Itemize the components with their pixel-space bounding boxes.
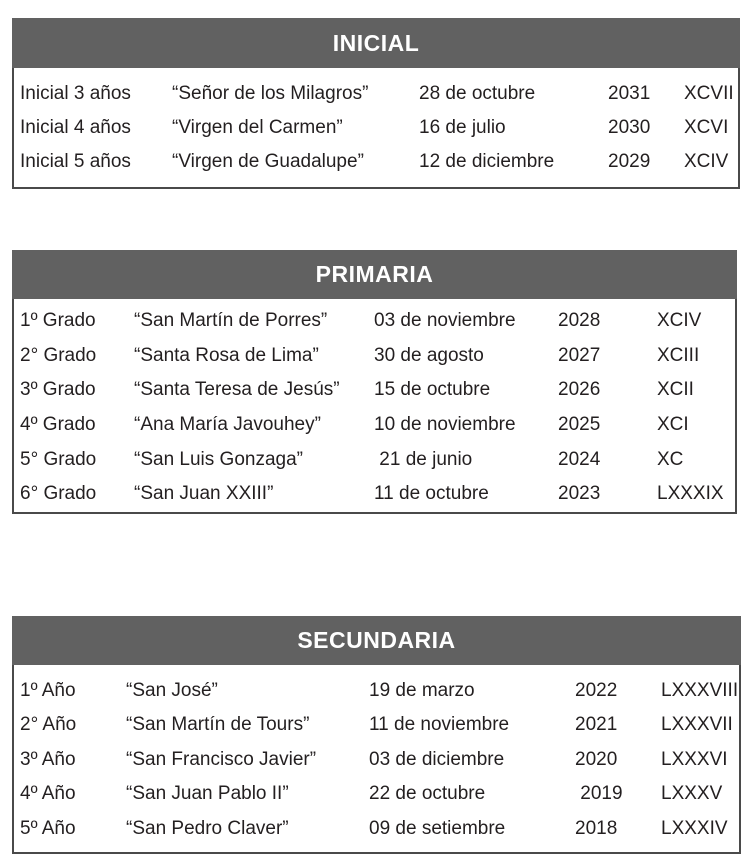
table-row (14, 443, 735, 477)
grade-cell: Inicial 4 años (20, 117, 131, 138)
section-title: SECUNDARIA (12, 616, 741, 665)
section-title: INICIAL (12, 18, 740, 68)
name-cell: “Virgen del Carmen” (172, 117, 343, 138)
date-cell: 11 de octubre (374, 483, 489, 504)
date-cell: 03 de diciembre (369, 749, 505, 770)
section-secundaria (12, 616, 741, 854)
section-primaria (12, 250, 737, 514)
date-cell: 19 de marzo (369, 680, 475, 701)
year-cell: 2021 (575, 714, 618, 735)
promo-cell: LXXXVII (661, 714, 733, 735)
grade-cell: 5º Año (20, 818, 76, 839)
table-row (14, 373, 735, 407)
table-row (14, 777, 739, 811)
grade-cell: 1º Año (20, 680, 76, 701)
name-cell: “Santa Teresa de Jesús” (134, 379, 340, 400)
year-cell: 2028 (558, 310, 601, 331)
table-row (14, 339, 735, 373)
year-cell: 2027 (558, 345, 601, 366)
year-cell: 2030 (608, 117, 651, 138)
section-title: PRIMARIA (12, 250, 737, 299)
grade-cell: 4º Año (20, 783, 76, 804)
year-cell: 2022 (575, 680, 618, 701)
name-cell: “San Francisco Javier” (126, 749, 317, 770)
promo-cell: LXXXVI (661, 749, 728, 770)
table-row (14, 708, 739, 742)
name-cell: “San Martín de Porres” (134, 310, 328, 331)
promo-cell: XCVII (684, 83, 734, 104)
table-row (14, 743, 739, 777)
promo-cell: LXXXVIII (661, 680, 739, 701)
year-cell: 2026 (558, 379, 601, 400)
promo-cell: LXXXV (661, 783, 723, 804)
grade-cell: 2° Año (20, 714, 77, 735)
grade-cell: 1º Grado (20, 310, 96, 331)
table-row (14, 304, 735, 338)
name-cell: “San Luis Gonzaga” (134, 449, 303, 470)
grade-cell: 2° Grado (20, 345, 97, 366)
name-cell: “San Juan XXIII” (134, 483, 274, 504)
year-cell: 2025 (558, 414, 601, 435)
year-cell: 2020 (575, 749, 618, 770)
date-cell: 16 de julio (419, 117, 506, 138)
promo-cell: XCI (657, 414, 689, 435)
section-table (12, 665, 741, 854)
date-cell: 21 de junio (374, 449, 473, 470)
grade-cell: 5° Grado (20, 449, 97, 470)
grade-cell: Inicial 3 años (20, 83, 131, 104)
date-cell: 28 de octubre (419, 83, 536, 104)
table-row (14, 674, 739, 708)
promo-cell: LXXXIV (661, 818, 728, 839)
table-row (14, 812, 739, 846)
name-cell: “San José” (126, 680, 218, 701)
promo-cell: LXXXIX (657, 483, 724, 504)
year-cell: 2024 (558, 449, 601, 470)
table-row (14, 477, 735, 511)
grade-cell: 6° Grado (20, 483, 97, 504)
table-row (14, 408, 735, 442)
promo-cell: XCIII (657, 345, 700, 366)
name-cell: “Señor de los Milagros” (172, 83, 369, 104)
date-cell: 15 de octubre (374, 379, 491, 400)
date-cell: 30 de agosto (374, 345, 484, 366)
date-cell: 03 de noviembre (374, 310, 516, 331)
promo-cell: XCII (657, 379, 694, 400)
year-cell: 2023 (558, 483, 601, 504)
date-cell: 22 de octubre (369, 783, 486, 804)
grade-cell: 3º Grado (20, 379, 96, 400)
grade-cell: 4º Grado (20, 414, 96, 435)
year-cell: 2029 (608, 151, 651, 172)
name-cell: “Ana María Javouhey” (134, 414, 321, 435)
name-cell: “Santa Rosa de Lima” (134, 345, 319, 366)
name-cell: “San Pedro Claver” (126, 818, 289, 839)
promo-cell: XC (657, 449, 684, 470)
promo-cell: XCVI (684, 117, 729, 138)
date-cell: 09 de setiembre (369, 818, 506, 839)
section-table (12, 68, 740, 189)
table-row (14, 145, 738, 179)
name-cell: “Virgen de Guadalupe” (172, 151, 364, 172)
grade-cell: Inicial 5 años (20, 151, 131, 172)
table-row (14, 111, 738, 145)
year-cell: 2018 (575, 818, 618, 839)
section-inicial (12, 18, 740, 189)
date-cell: 10 de noviembre (374, 414, 516, 435)
grade-cell: 3º Año (20, 749, 76, 770)
date-cell: 12 de diciembre (419, 151, 555, 172)
year-cell: 2019 (575, 783, 623, 804)
table-row (14, 77, 738, 111)
date-cell: 11 de noviembre (369, 714, 510, 735)
name-cell: “San Martín de Tours” (126, 714, 310, 735)
promo-cell: XCIV (657, 310, 702, 331)
section-table (12, 299, 737, 514)
promo-cell: XCIV (684, 151, 729, 172)
year-cell: 2031 (608, 83, 651, 104)
name-cell: “San Juan Pablo II” (126, 783, 289, 804)
